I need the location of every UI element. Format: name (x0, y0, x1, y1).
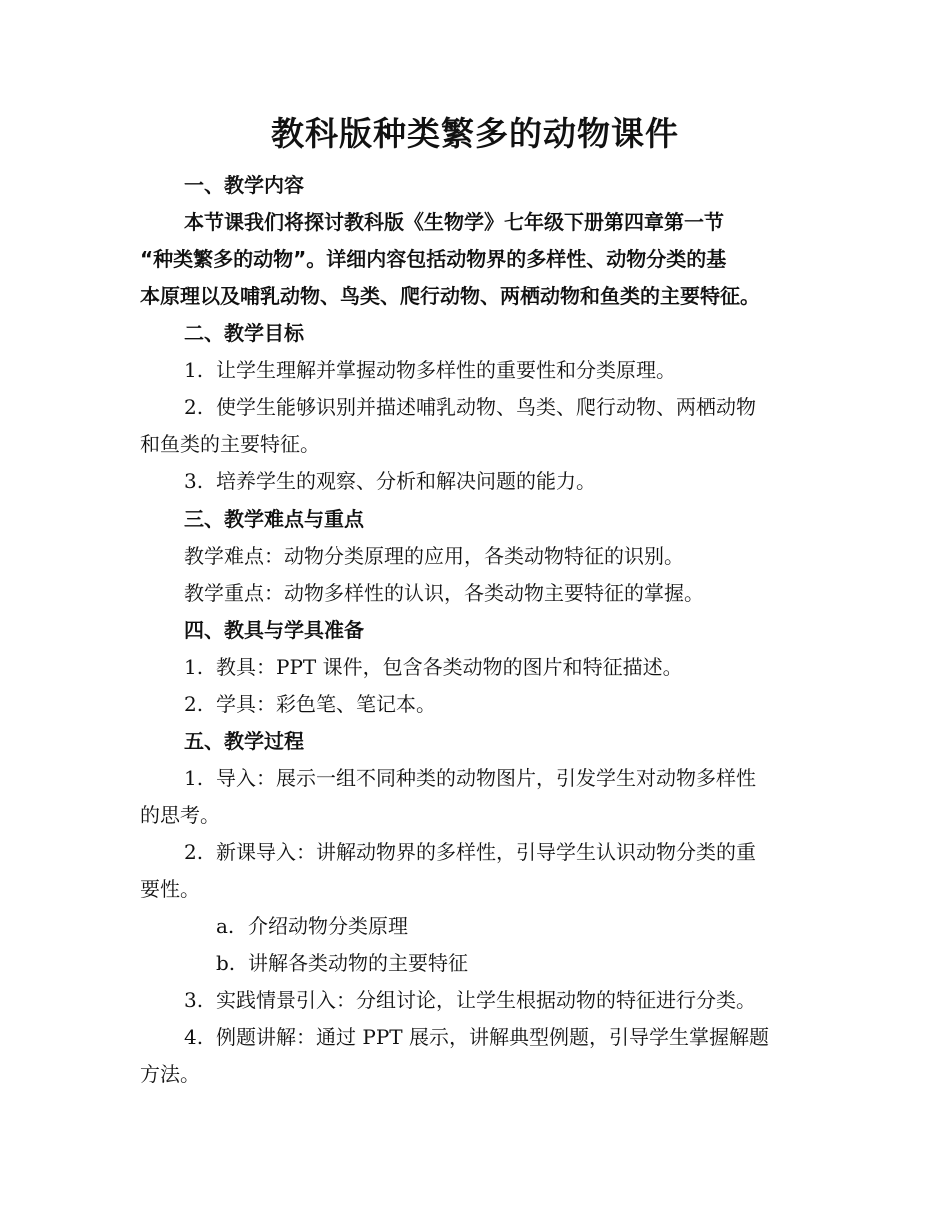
list-text: 培养学生的观察、分析和解决问题的能力。 (216, 469, 596, 493)
section-heading-content: 一、教学内容 (184, 173, 304, 197)
list-item (184, 838, 812, 866)
list-item (184, 356, 812, 384)
list-item (184, 690, 812, 718)
sub-list-letter: b. (216, 951, 236, 975)
list-number: 2. (184, 692, 204, 716)
list-text: 教具：PPT 课件，包含各类动物的图片和特征描述。 (216, 655, 683, 679)
list-text: 新课导入：讲解动物界的多样性，引导学生认识动物分类的重 (216, 840, 756, 864)
list-item (184, 467, 812, 495)
list-item (184, 1023, 812, 1051)
list-number: 2. (184, 395, 204, 419)
list-number: 1. (184, 655, 204, 679)
list-item (184, 986, 812, 1014)
list-item-continuation: 方法。 (140, 1062, 200, 1086)
list-number: 1. (184, 358, 204, 382)
list-number: 4. (184, 1025, 204, 1049)
list-text: 学具：彩色笔、笔记本。 (216, 692, 436, 716)
list-item (184, 653, 812, 681)
list-text: 导入：展示一组不同种类的动物图片，引发学生对动物多样性 (216, 766, 756, 790)
list-item-continuation: 要性。 (140, 877, 200, 901)
list-item-continuation: 和鱼类的主要特征。 (140, 432, 320, 456)
list-text: 让学生理解并掌握动物多样性的重要性和分类原理。 (216, 358, 676, 382)
sub-list-letter: a. (216, 914, 235, 938)
sub-list-text: 讲解各类动物的主要特征 (248, 951, 468, 975)
section-heading-materials: 四、教具与学具准备 (184, 618, 364, 642)
sub-list-item (216, 912, 812, 940)
section-heading-process: 五、教学过程 (184, 729, 304, 753)
list-number: 2. (184, 840, 204, 864)
sub-list-item (216, 949, 812, 977)
paragraph-line: “种类繁多的动物”。详细内容包括动物界的多样性、动物分类的基 (140, 247, 727, 271)
list-text: 实践情景引入：分组讨论，让学生根据动物的特征进行分类。 (216, 988, 756, 1012)
sub-list-text: 介绍动物分类原理 (248, 914, 408, 938)
paragraph-line: 本原理以及哺乳动物、鸟类、爬行动物、两栖动物和鱼类的主要特征。 (140, 284, 760, 308)
list-item (184, 764, 812, 792)
list-text: 使学生能够识别并描述哺乳动物、鸟类、爬行动物、两栖动物 (216, 395, 756, 419)
list-number: 1. (184, 766, 204, 790)
paragraph-line: 本节课我们将探讨教科版《生物学》七年级下册第四章第一节 (184, 210, 724, 234)
section-heading-difficulties: 三、教学难点与重点 (184, 507, 364, 531)
list-item (184, 393, 812, 421)
document-title: 教科版种类繁多的动物课件 (271, 114, 679, 153)
list-number: 3. (184, 469, 204, 493)
list-item-continuation: 的思考。 (140, 803, 220, 827)
list-text: 例题讲解：通过 PPT 展示，讲解典型例题，引导学生掌握解题 (216, 1025, 769, 1049)
key-point-line: 教学重点：动物多样性的认识，各类动物主要特征的掌握。 (184, 581, 704, 605)
section-heading-objectives: 二、教学目标 (184, 321, 304, 345)
difficulty-line: 教学难点：动物分类原理的应用，各类动物特征的识别。 (184, 544, 684, 568)
list-number: 3. (184, 988, 204, 1012)
